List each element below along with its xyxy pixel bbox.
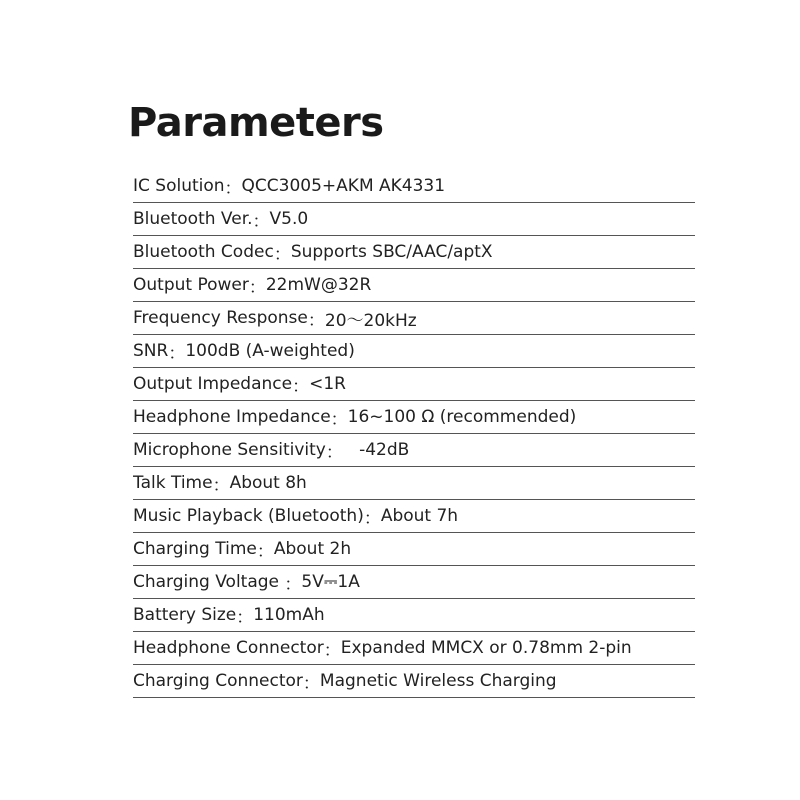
- param-label: Charging Voltage: [133, 572, 285, 592]
- param-label: Charging Time: [133, 539, 257, 559]
- param-separator: ：: [363, 508, 381, 529]
- param-label: Headphone Connector: [133, 638, 324, 658]
- param-label: Music Playback (Bluetooth): [133, 506, 364, 526]
- param-separator: ：: [224, 178, 242, 199]
- param-separator: ：: [256, 541, 274, 562]
- param-row-headphone-connector: [133, 632, 695, 665]
- param-label: Frequency Response: [133, 308, 308, 328]
- param-separator: ：: [273, 244, 291, 265]
- param-label: Headphone Impedance: [133, 407, 331, 427]
- param-value: About 7h: [380, 506, 459, 526]
- param-value: 22mW@32R: [265, 275, 372, 295]
- param-row-microphone-sensitivity: [133, 434, 695, 467]
- param-row-charging-voltage: [133, 566, 695, 599]
- param-value: About 2h: [273, 539, 352, 559]
- param-row-ic-solution: [133, 170, 695, 203]
- param-value: QCC3005+AKM AK4331: [241, 176, 446, 196]
- param-value: Expanded MMCX or 0.78mm 2-pin: [340, 638, 632, 658]
- param-label: Battery Size: [133, 605, 237, 625]
- param-row-snr: [133, 335, 695, 368]
- param-separator: ：: [292, 376, 310, 397]
- param-label: Output Impedance: [133, 374, 293, 394]
- param-row-charging-time: [133, 533, 695, 566]
- param-separator: ：: [284, 574, 302, 595]
- param-value: -42dB: [342, 440, 410, 460]
- param-separator: ：: [236, 607, 254, 628]
- param-separator: ：: [323, 640, 341, 661]
- param-separator: ：: [212, 475, 230, 496]
- param-row-charging-connector: [133, 665, 695, 698]
- param-separator: ：: [307, 310, 325, 331]
- param-label: IC Solution: [133, 176, 225, 196]
- param-value: 5V⎓1A: [301, 572, 360, 592]
- param-separator: ：: [168, 343, 186, 364]
- param-value: Supports SBC/AAC/aptX: [290, 242, 493, 262]
- param-value: V5.0: [269, 209, 309, 229]
- param-value: 110mAh: [253, 605, 325, 625]
- param-row-bluetooth-version: [133, 203, 695, 236]
- param-label: Bluetooth Ver.: [133, 209, 253, 229]
- param-value: 16~100 Ω (recommended): [347, 407, 577, 427]
- param-separator: ：: [325, 442, 343, 463]
- param-label: SNR: [133, 341, 169, 361]
- param-separator: ：: [252, 211, 270, 232]
- param-value: 20～20kHz: [324, 310, 417, 331]
- param-row-music-playback: [133, 500, 695, 533]
- param-value: 100dB (A-weighted): [185, 341, 355, 361]
- param-value: About 8h: [229, 473, 307, 493]
- param-value: <1R: [309, 374, 346, 394]
- param-separator: ：: [248, 277, 266, 298]
- param-label: Output Power: [133, 275, 249, 295]
- param-label: Charging Connector: [133, 671, 303, 691]
- param-separator: ：: [302, 673, 320, 694]
- param-row-output-impedance: [133, 368, 695, 401]
- param-label: Microphone Sensitivity: [133, 440, 326, 460]
- param-separator: ：: [330, 409, 348, 430]
- param-row-output-power: [133, 269, 695, 302]
- param-value: Magnetic Wireless Charging: [319, 671, 557, 691]
- param-row-bluetooth-codec: [133, 236, 695, 269]
- param-label: Talk Time: [133, 473, 213, 493]
- param-row-talk-time: [133, 467, 695, 500]
- param-label: Bluetooth Codec: [133, 242, 274, 262]
- param-row-battery-size: [133, 599, 695, 632]
- parameter-list: [133, 170, 695, 698]
- param-row-frequency-response: [133, 302, 695, 335]
- page-title: Parameters: [128, 100, 384, 146]
- param-row-headphone-impedance: [133, 401, 695, 434]
